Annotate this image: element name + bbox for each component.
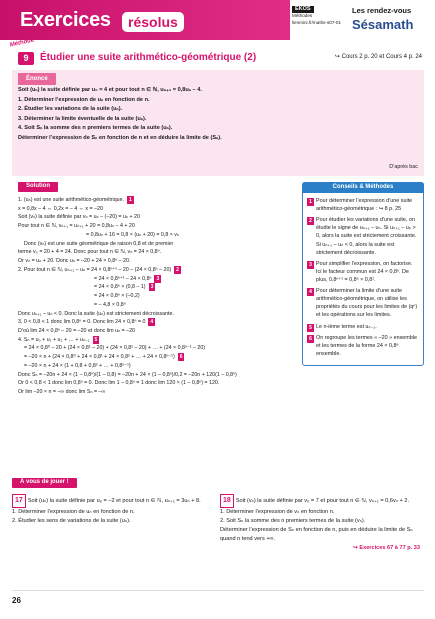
enonce-intro: Soit (uₙ) la suite définie par u₀ = 4 et pour tout n ∈ ℕ, uₙ₊₁ = 0,8uₙ – 4.: [18, 87, 202, 93]
sol-line: Soit (vₙ) la suite définie par vₙ = uₙ – (–20) = uₙ + 20: [18, 214, 140, 221]
methode-label: Méthode: [9, 37, 35, 49]
conseil-item: 1 Pour déterminer l’expression d’une suite arithmético-géométrique : ↪ 8 p. 25: [307, 197, 419, 213]
rdv-title: Les rendez-vous: [352, 6, 412, 15]
solution-label: Solution: [18, 182, 58, 192]
enonce-q5: Déterminer l’expression de Sₙ en fonction de n et en déduire la limite de (Sₙ).: [18, 134, 222, 141]
conseil-item: 4 Pour déterminer la limite d’une suite arithmético-géométrique, on utilise les propriétés du cours pour les limites de (qⁿ) et les opérations sur les limites.: [307, 287, 419, 319]
sol-line: 4. Sₙ = u₀ + u₁ + u₂ + … + uₙ₋₁ 5: [18, 336, 98, 343]
sol-line: 2. Pour tout n ∈ ℕ, uₙ₊₁ – uₙ = 24 × 0,8ⁿ⁺¹ – 20 – (24 × 0,8ⁿ – 20) 2: [18, 266, 179, 273]
conseil-item: 2 Pour étudier les variations d’une suite, on étudie le signe de uₙ₊₁ – uₙ. Si uₙ₊₁ – uₙ > 0, alors la suite est strictement croissante. Si uₙ₊₁ – uₙ < 0, alors la suite est strictement décroissante.: [307, 216, 419, 257]
sol-line: Donc (vₙ) est une suite géométrique de raison 0,8 et de premier: [24, 240, 174, 247]
conseils-box: [302, 182, 424, 366]
ex18-q2: 2. Soit Sₙ la somme des n premiers termes de la suite (vₙ).: [220, 517, 366, 524]
ex18-statement: Soit (vₙ) la suite définie par v₀ = 7 et pour tout n ∈ ℕ, vₙ₊₁ = 0,6vₙ + 2.: [235, 498, 410, 504]
sol-line: Or 0 < 0,8 < 1 donc lim 0,8ⁿ = 0. Donc lim 1 – 0,8ⁿ = 1 donc lim 120 × (1 – 0,8ⁿ) = 120.: [18, 380, 220, 387]
exercise-18-number[interactable]: 18: [220, 494, 234, 508]
a-vous-de-jouer: [12, 478, 77, 488]
enonce-source: D’après bac: [389, 163, 418, 170]
sol-line: 1. (uₙ) est une suite arithmético-géométrique. 1: [18, 197, 132, 203]
sol-line: terme v₀ = 20 + 4 = 24. Donc pour tout n ∈ ℕ, vₙ = 24 × 0,8ⁿ.: [18, 249, 162, 256]
sol-line: Donc Sₙ = –20n + 24 × (1 – 0,8ⁿ)/(1 – 0,8) = –20n + 24 × (1 – 0,8ⁿ)/0,2 = –20n + 120(1 – 0,8ⁿ): [18, 371, 237, 378]
jouer-label: À vous de jouer !: [12, 478, 77, 488]
enonce-q1: 1. Déterminer l’expression de uₙ en fonction de n.: [18, 96, 150, 103]
bottom-rule: [12, 590, 424, 591]
sesamath-logo: Sésamath: [352, 17, 414, 32]
sol-line: = –20 × n + (24 × 0,8⁰ + 24 × 0,8¹ + 24 × 0,8² + … + 24 × 0,8ⁿ⁻¹) 6: [24, 354, 183, 361]
conseil-item: 3 Pour simplifier l’expression, on factorise. Ici le facteur commun est 24 × 0,8ⁿ. De plus, 0,8ⁿ⁺¹ = 0,8ⁿ × 0,8¹.: [307, 260, 419, 284]
ex17-q2: 2. Étudier les sens de variations de la suite (uₙ).: [12, 517, 131, 524]
enonce-q4: 4. Soit Sₙ la somme des n premiers termes de la suite (uₙ).: [18, 125, 173, 131]
ekos-methodes: Méthodes: [292, 13, 313, 19]
ex17-q1: 1. Déterminer l’expression de uₙ en fonction de n.: [12, 508, 135, 515]
sol-line: = – 4,8 × 0,8ⁿ: [94, 301, 126, 308]
conseil-item: 5 Le n-ième terme est uₙ₋₁.: [307, 323, 419, 331]
conseil-item: 6 On regroupe les termes « –20 » ensemble et les termes de la forme 24 × 0,8ⁿ ensemble.: [307, 334, 419, 358]
sol-line: 3. 0 < 0,8 < 1 donc lim 0,8ⁿ = 0. Donc lim 24 × 0,8ⁿ = 0 4: [18, 319, 154, 326]
enonce-q3: 3. Déterminer la limite éventuelle de la suite (uₙ).: [18, 115, 147, 122]
sol-line: x = 0,8x – 4 ⇔ 0,2x = – 4 ⇔ x = –20: [18, 205, 103, 212]
ex18-q1: 1. Déterminer l’expression de vₙ en fonction n.: [220, 508, 335, 515]
rendez-vous-box: [292, 6, 432, 36]
solution-body: [18, 196, 298, 397]
sol-line: = –20 × n + 24 × (1 + 0,8 + 0,8² + … + 0,8ⁿ⁻¹): [24, 362, 131, 369]
sol-line: = 24 × 0,8⁰ – 20 + (24 × 0,8¹ – 20) + (24 × 0,8² – 20) + … + (24 × 0,8ⁿ⁻¹ – 20): [24, 345, 206, 352]
sol-line: D’où lim 24 × 0,8ⁿ – 20 = –20 et donc lim uₙ = –20: [18, 328, 135, 335]
sol-line: Donc uₙ₊₁ – uₙ < 0. Donc la suite (uₙ) est strictement décroissante.: [18, 310, 174, 317]
page-number: 26: [12, 596, 21, 605]
exercise-number: 9: [18, 52, 34, 65]
enonce-box: [12, 70, 424, 176]
enonce-q2: 2. Étudier les variations de la suite (uₙ).: [18, 106, 123, 112]
sol-line: Pour tout n ∈ ℕ, vₙ₊₁ = uₙ₊₁ + 20 = 0,8uₙ – 4 + 20: [18, 223, 135, 230]
header-badge: résolus: [122, 12, 184, 32]
exercise-title: Étudier une suite arithmético-géométrique (2): [40, 52, 257, 63]
sol-line: Or lim –20 × n = –∞ donc lim Sₙ = –∞: [18, 389, 106, 396]
exercices-ref-link[interactable]: ↪ Exercices 67 à 77 p. 33: [353, 545, 420, 552]
sol-line: Or vₙ = uₙ + 20. Donc uₙ = –20 + 24 × 0,8ⁿ – 20.: [18, 258, 131, 265]
cours-ref-link[interactable]: ↪ Cours 2 p. 20 et Cours 4 p. 24: [334, 54, 422, 60]
sol-line: = 0,8uₙ + 16 = 0,8 × (uₙ + 20) = 0,8 × vₙ: [86, 231, 180, 238]
exercise-title-bar: [9, 37, 424, 66]
header-title: Exercices: [20, 9, 111, 31]
exercise-18: [220, 494, 420, 554]
ex17-statement: Soit (uₙ) la suite définie par u₀ = –2 et pour tout n ∈ ℕ, uₙ₊₁ = 3uₙ + 8.: [27, 498, 201, 504]
ex18-q3: Déterminer l’expression de Sₙ en fonction de n, puis en déduire la limite de Sₙ quand n tend vers +∞.: [220, 526, 413, 543]
exercise-17: [12, 494, 212, 526]
sol-line: = 24 × 0,8ⁿ × (0,8 – 1) 3: [94, 284, 154, 291]
ekos-link[interactable]: [292, 6, 350, 36]
exercise-17-number[interactable]: 17: [12, 494, 26, 508]
ekos-url[interactable]: lienmini.fr/maths-s07-01: [292, 19, 342, 25]
conseils-title: Conseils & Méthodes: [302, 182, 424, 193]
sol-line: = 24 × 0,8ⁿ⁺¹ – 24 × 0,8ⁿ 3: [94, 275, 160, 282]
sol-line: = 24 × 0,8ⁿ × (–0,2): [94, 293, 140, 300]
ekos-logo: EKOS: [292, 6, 314, 13]
enonce-label: Énoncé: [18, 73, 56, 85]
